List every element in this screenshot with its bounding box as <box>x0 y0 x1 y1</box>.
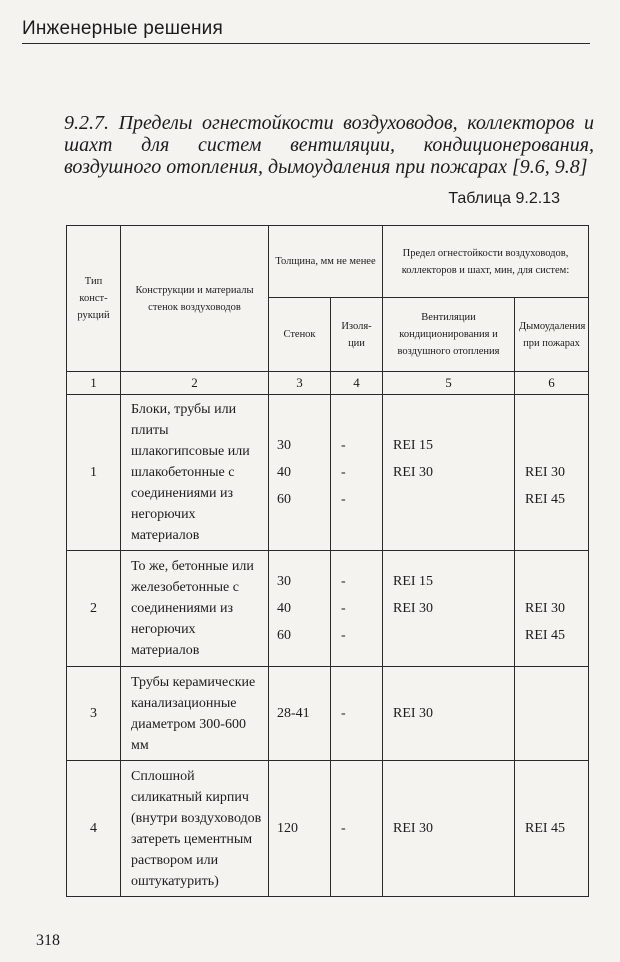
table-row <box>67 551 589 667</box>
column-number: 5 <box>383 372 515 395</box>
wall-value: 40 <box>277 601 291 616</box>
row-type: 2 <box>67 551 121 667</box>
smoke-value: REI 30 <box>525 465 566 480</box>
smoke-value: REI 45 <box>525 628 566 643</box>
section-title: 9.2.7. Пределы огнестойкости воздуховодов, коллекторов и шахт для систем вентиляции, кондиционерования, воздушного отопления, дымоудаления при пожарах [9.6, 9.8] <box>64 112 594 178</box>
insulation-value: - <box>341 465 346 480</box>
wall-value: 60 <box>277 492 291 507</box>
smoke-value: REI 45 <box>525 492 566 507</box>
row-ventilation <box>383 551 515 667</box>
table-row <box>67 761 589 897</box>
smoke-value <box>525 432 588 459</box>
table-row <box>67 667 589 761</box>
row-insulation: - <box>331 667 383 761</box>
column-number: 2 <box>121 372 269 395</box>
column-number: 1 <box>67 372 121 395</box>
row-ventilation: REI 30 <box>383 667 515 761</box>
row-ventilation <box>383 395 515 551</box>
header-ventilation: Вентиляции кондиционирования и воздушного отопления <box>383 298 515 372</box>
ventilation-value: REI 15 <box>393 574 434 589</box>
insulation-value: - <box>341 628 346 643</box>
row-smoke: REI 45 <box>515 761 589 897</box>
header-smoke: Дымоудаления при пожарах <box>515 298 589 372</box>
insulation-value: - <box>341 574 346 589</box>
running-header: Инженерные решения <box>22 18 590 44</box>
row-construction: Блоки, трубы или плиты шлакогипсовые или шлакобетонные с соединениями из негорючих материалов <box>121 395 269 551</box>
ventilation-value: REI 15 <box>393 438 434 453</box>
ventilation-value <box>393 622 514 649</box>
header-limit: Предел огнестойкости воздуховодов, коллекторов и шахт, мин, для систем: <box>383 226 589 298</box>
row-insulation <box>331 551 383 667</box>
fire-resistance-table <box>66 225 589 897</box>
header-thickness: Толщина, мм не менее <box>269 226 383 298</box>
header-type: Тип конст-рукций <box>67 226 121 372</box>
insulation-value: - <box>341 492 346 507</box>
row-smoke <box>515 551 589 667</box>
row-walls <box>269 395 331 551</box>
row-construction: То же, бетонные или железобетонные с соединениями из негорючих материалов <box>121 551 269 667</box>
smoke-value <box>525 568 588 595</box>
header-insulation: Изоля-ции <box>331 298 383 372</box>
page-number: 318 <box>36 932 60 949</box>
column-number: 6 <box>515 372 589 395</box>
wall-value: 30 <box>277 574 291 589</box>
row-ventilation: REI 30 <box>383 761 515 897</box>
column-number: 4 <box>331 372 383 395</box>
column-number: 3 <box>269 372 331 395</box>
row-insulation <box>331 395 383 551</box>
ventilation-value: REI 30 <box>393 465 434 480</box>
wall-value: 40 <box>277 465 291 480</box>
wall-value: 60 <box>277 628 291 643</box>
ventilation-value <box>393 486 514 513</box>
row-type: 3 <box>67 667 121 761</box>
row-smoke <box>515 667 589 761</box>
ventilation-value: REI 30 <box>393 601 434 616</box>
table-row <box>67 395 589 551</box>
insulation-value: - <box>341 438 346 453</box>
row-walls: 28-41 <box>269 667 331 761</box>
header-construction: Конструкции и материалы стенок воздуховодов <box>121 226 269 372</box>
insulation-value: - <box>341 601 346 616</box>
row-insulation: - <box>331 761 383 897</box>
row-type: 4 <box>67 761 121 897</box>
row-type: 1 <box>67 395 121 551</box>
header-walls: Стенок <box>269 298 331 372</box>
smoke-value: REI 30 <box>525 601 566 616</box>
row-walls <box>269 551 331 667</box>
column-number-row <box>67 372 589 395</box>
row-walls: 120 <box>269 761 331 897</box>
row-smoke <box>515 395 589 551</box>
row-construction: Сплошной силикатный кирпич (внутри воздуховодов затереть цементным раствором или оштукатурить) <box>121 761 269 897</box>
table-label: Таблица 9.2.13 <box>448 190 560 207</box>
wall-value: 30 <box>277 438 291 453</box>
row-construction: Трубы керамические канализационные диаметром 300-600 мм <box>121 667 269 761</box>
